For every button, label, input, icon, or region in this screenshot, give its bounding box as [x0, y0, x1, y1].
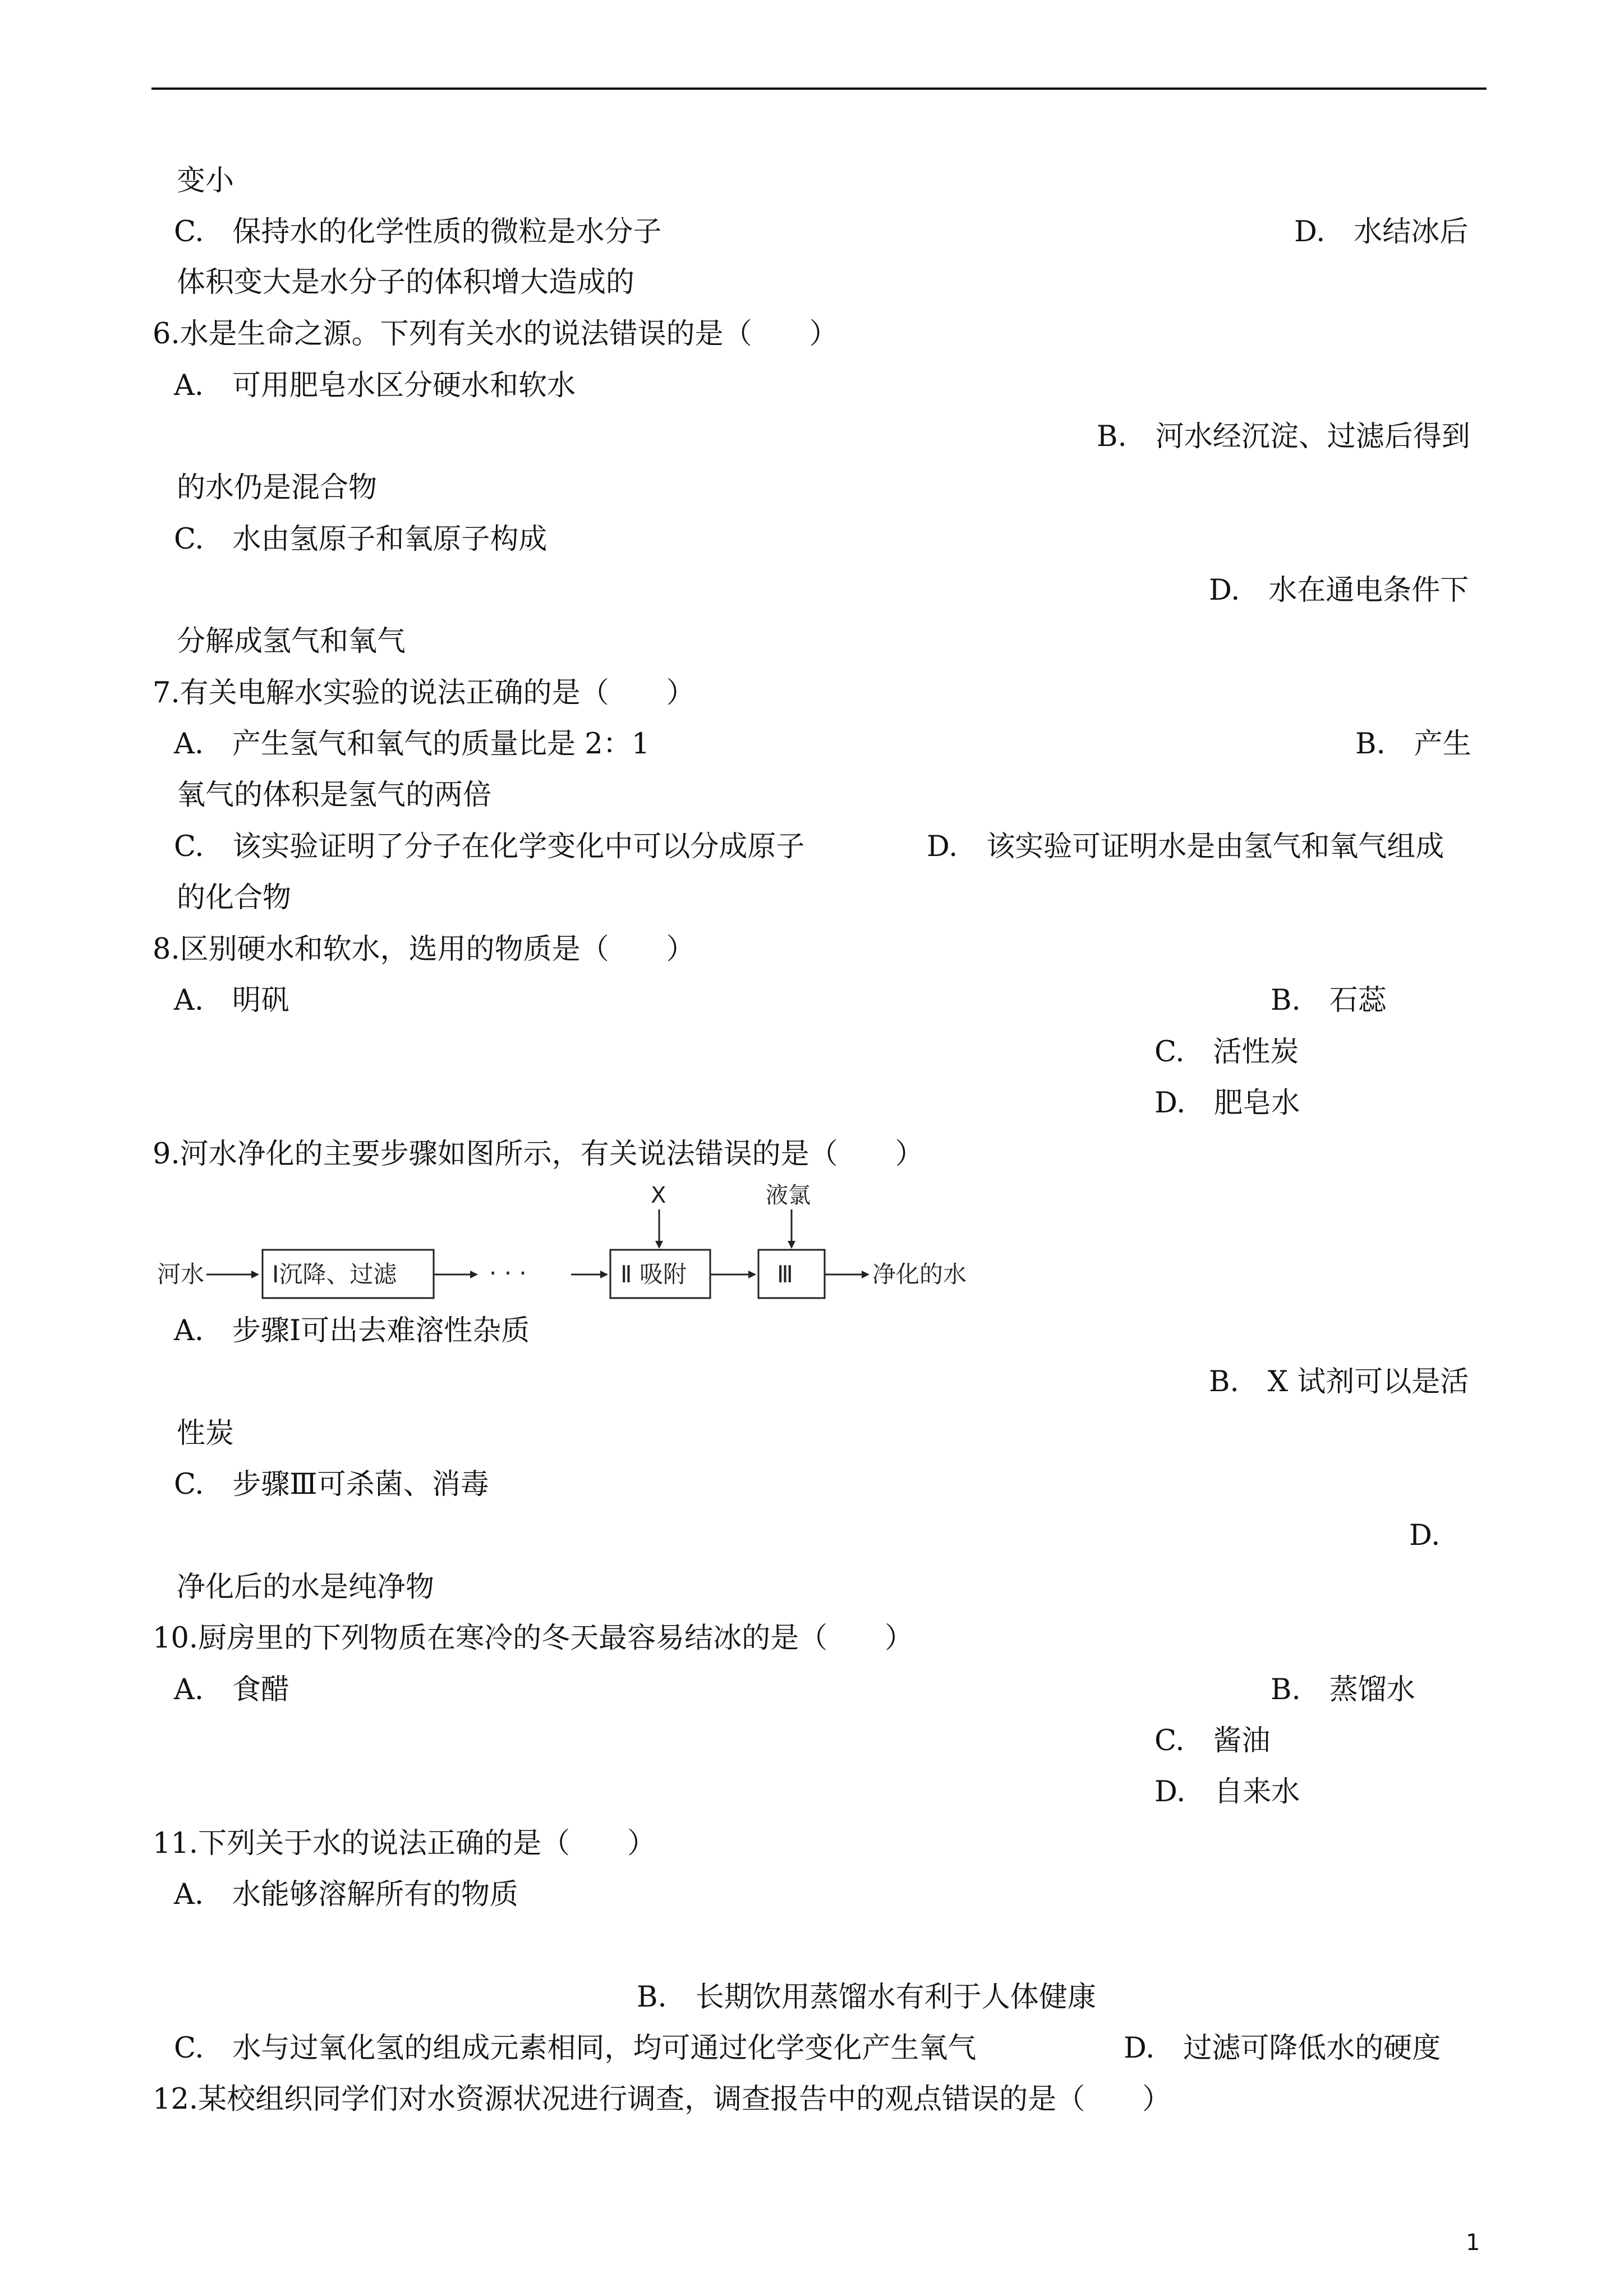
- step1-label: Ⅰ沉降、过滤: [272, 1260, 397, 1288]
- text-line: 氧气的体积是氢气的两倍: [177, 779, 492, 812]
- option-b: B. 石蕊: [1271, 984, 1387, 1017]
- step2-label: Ⅱ 吸附: [620, 1260, 687, 1288]
- text-line: 变小: [177, 164, 234, 197]
- text-line: 分解成氢气和氧气: [177, 625, 406, 658]
- option-d: D. 该实验可证明水是由氢气和氧气组成: [927, 830, 1444, 863]
- option-c: C. 步骤Ⅲ可杀菌、消毒: [174, 1468, 489, 1501]
- text-line: 的水仍是混合物: [177, 471, 378, 504]
- text-line: 的化合物: [177, 881, 292, 914]
- option-a: A. 明矾: [174, 984, 290, 1017]
- text-line: 净化后的水是纯净物: [177, 1571, 435, 1604]
- option-b: B. 长期饮用蒸馏水有利于人体健康: [637, 1981, 1096, 2014]
- question-9: 9.河水净化的主要步骤如图所示，有关说法错误的是（ ）: [153, 1138, 924, 1171]
- water-purification-diagram: [151, 1178, 982, 1313]
- option-d: D. 水在通电条件下: [1209, 574, 1469, 607]
- option-c: C. 保持水的化学性质的微粒是水分子: [174, 215, 662, 249]
- question-6: 6.水是生命之源。下列有关水的说法错误的是（ ）: [153, 318, 838, 351]
- reagent-chlorine-label: 液氯: [766, 1182, 811, 1208]
- diagram-output-label: 净化的水: [872, 1260, 967, 1288]
- option-c: C. 水由氢原子和氧原子构成: [174, 523, 548, 556]
- option-c: C. 酱油: [1154, 1724, 1271, 1757]
- option-d: D. 自来水: [1154, 1775, 1300, 1809]
- option-b: B. 蒸馏水: [1271, 1673, 1415, 1706]
- option-d: D. 肥皂水: [1154, 1087, 1300, 1120]
- diagram-dots: · · ·: [489, 1259, 527, 1287]
- question-8: 8.区别硬水和软水，选用的物质是（ ）: [153, 933, 695, 966]
- option-a: A. 产生氢气和氧气的质量比是 2：1: [174, 728, 650, 761]
- option-a: A. 步骤Ⅰ可出去难溶性杂质: [174, 1314, 530, 1347]
- question-11: 11.下列关于水的说法正确的是（ ）: [153, 1827, 656, 1860]
- option-b: B. 河水经沉淀、过滤后得到: [1097, 420, 1470, 453]
- question-12: 12.某校组织同学们对水资源状况进行调查，调查报告中的观点错误的是（ ）: [153, 2083, 1171, 2116]
- option-a: A. 食醋: [174, 1673, 290, 1706]
- option-a: A. 可用肥皂水区分硬水和软水: [174, 369, 576, 402]
- step3-label: Ⅲ: [777, 1260, 793, 1288]
- option-d: D.: [1409, 1519, 1441, 1552]
- option-d: D. 水结冰后: [1294, 215, 1469, 249]
- text-line: 体积变大是水分子的体积增大造成的: [177, 266, 635, 299]
- page-number: 1: [1466, 2230, 1480, 2256]
- reagent-x-label: X: [651, 1182, 666, 1208]
- diagram-input-label: 河水: [157, 1260, 205, 1288]
- option-b: B. X 试剂可以是活: [1209, 1365, 1469, 1398]
- option-c: C. 该实验证明了分子在化学变化中可以分成原子: [174, 830, 805, 863]
- option-d: D. 过滤可降低水的硬度: [1124, 2032, 1441, 2065]
- option-c: C. 水与过氧化氢的组成元素相同，均可通过化学变化产生氧气: [174, 2032, 977, 2065]
- option-c: C. 活性炭: [1154, 1036, 1299, 1069]
- text-line: 性炭: [177, 1417, 234, 1450]
- question-7: 7.有关电解水实验的说法正确的是（ ）: [153, 677, 695, 710]
- option-b: B. 产生: [1355, 728, 1471, 761]
- header-rule: [151, 88, 1487, 90]
- question-10: 10.厨房里的下列物质在寒冷的冬天最容易结冰的是（ ）: [153, 1622, 914, 1655]
- option-a: A. 水能够溶解所有的物质: [174, 1878, 519, 1911]
